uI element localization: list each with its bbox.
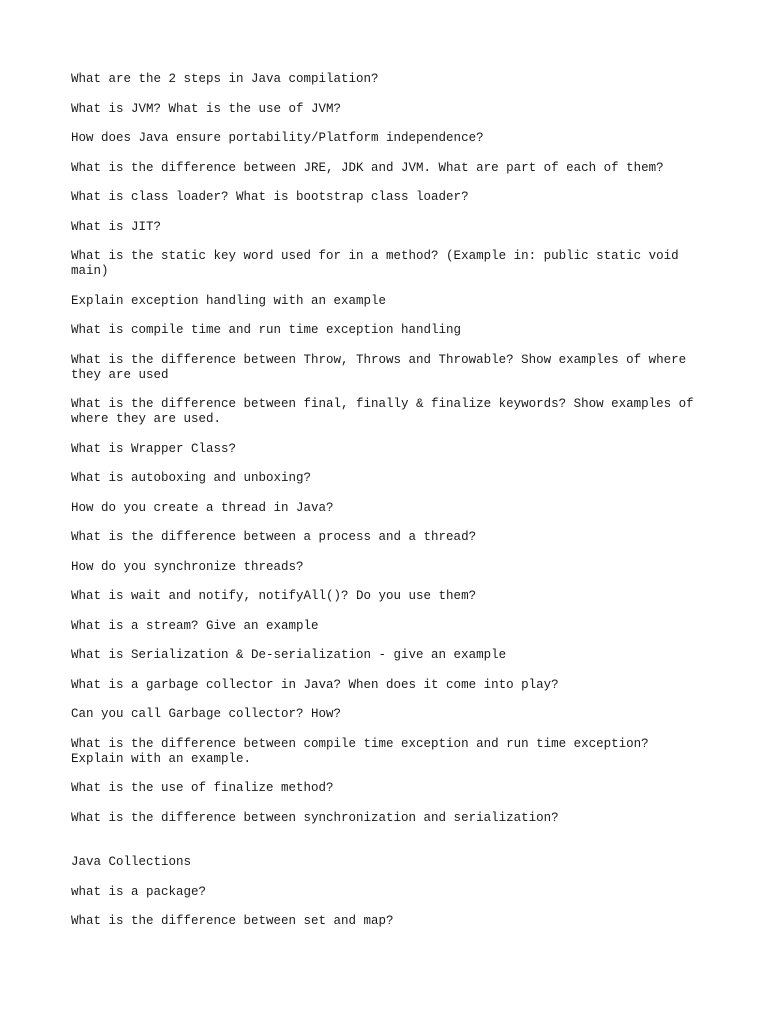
- question-text: what is a package?: [71, 884, 207, 899]
- question-text: What is Serialization & De-serialization - give an example: [71, 648, 507, 662]
- question-text: What is JVM? What is the use of JVM?: [71, 101, 342, 116]
- question-text: What are the 2 steps in Java compilation?: [71, 72, 379, 86]
- question-text: What is a stream? Give an example: [71, 618, 319, 633]
- question-text: What is autoboxing and unboxing?: [71, 471, 312, 485]
- question-text: What is JIT?: [71, 219, 162, 234]
- section-heading: Java Collections: [71, 855, 192, 869]
- question-text: Can you call Garbage collector? How?: [71, 707, 342, 721]
- question-text: How do you create a thread in Java?: [71, 500, 334, 515]
- question-text: What is wait and notify, notifyAll()? Do you use them?: [71, 589, 477, 603]
- question-text: How does Java ensure portability/Platform independence?: [71, 131, 484, 145]
- question-text: What is the difference between final, finally & finalize keywords? Show examples of where they are used.: [71, 397, 694, 426]
- question-text: What is the difference between synchronization and serialization?: [71, 810, 559, 825]
- question-text: Explain exception handling with an example: [71, 293, 387, 308]
- section-spacer: [71, 840, 711, 855]
- question-text: What is Wrapper Class?: [71, 441, 237, 456]
- question-text: What is the difference between a process and a thread?: [71, 530, 477, 544]
- document-body: [71, 72, 711, 944]
- question-text: What is the difference between JRE, JDK and JVM. What are part of each of them?: [71, 160, 664, 175]
- question-text: What is the difference between Throw, Throws and Throwable? Show examples of where they are used: [71, 352, 687, 382]
- question-text: How do you synchronize threads?: [71, 559, 304, 574]
- question-text: What is the difference between set and map?: [71, 914, 394, 928]
- question-text: What is the static key word used for in a method? (Example in: public static void main): [71, 249, 679, 278]
- question-text: What is class loader? What is bootstrap class loader?: [71, 190, 469, 204]
- question-text: What is the use of finalize method?: [71, 781, 334, 795]
- question-text: What is compile time and run time exception handling: [71, 323, 462, 337]
- question-text: What is a garbage collector in Java? When does it come into play?: [71, 677, 559, 692]
- question-text: What is the difference between compile time exception and run time exception? Explain with an example.: [71, 736, 649, 766]
